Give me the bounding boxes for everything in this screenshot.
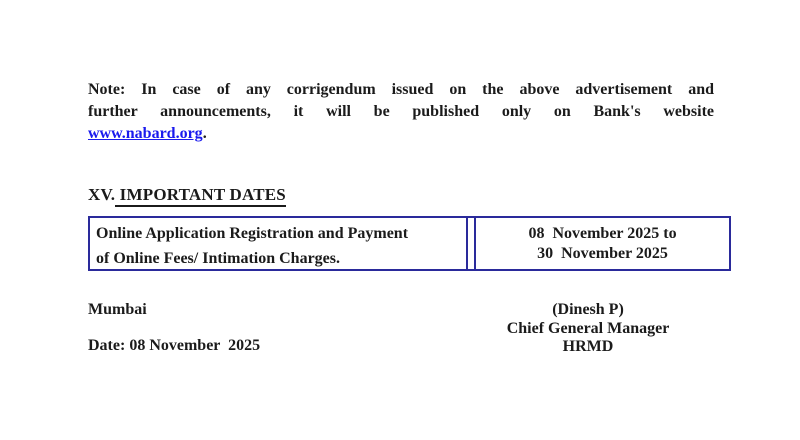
signatory-title: Chief General Manager: [506, 319, 670, 337]
important-dates-heading: [88, 185, 286, 204]
section-title: IMPORTANT DATES: [115, 185, 286, 207]
signatory-department: HRMD: [562, 338, 614, 355]
signatory-name: (Dinesh P): [552, 301, 624, 318]
date-label: Date: 08 November 2025: [88, 337, 261, 354]
corrigendum-note: [88, 79, 714, 145]
note-line-1: Note: In case of any corrigendum issued on the above advertisement and: [88, 81, 714, 98]
signatory-block: [494, 301, 682, 357]
event-line-2: of Online Fees/ Intimation Charges.: [96, 250, 340, 267]
important-dates-table: [88, 216, 731, 271]
table-cell-dates: [474, 218, 729, 269]
link-period: .: [202, 125, 207, 142]
nabard-website-link[interactable]: www.nabard.org: [88, 125, 203, 142]
note-line-3: [88, 123, 714, 145]
table-cell-event: [90, 218, 468, 269]
date-range-line-1: 08 November 2025 to: [528, 224, 677, 242]
section-number: XV.: [88, 185, 116, 204]
note-line-2: further announcements, it will be published only on Bank's website: [88, 103, 714, 120]
date-range-line-2: 30 November 2025: [537, 244, 668, 262]
place-label: Mumbai: [88, 301, 147, 318]
event-line-1: Online Application Registration and Payment: [96, 225, 409, 242]
